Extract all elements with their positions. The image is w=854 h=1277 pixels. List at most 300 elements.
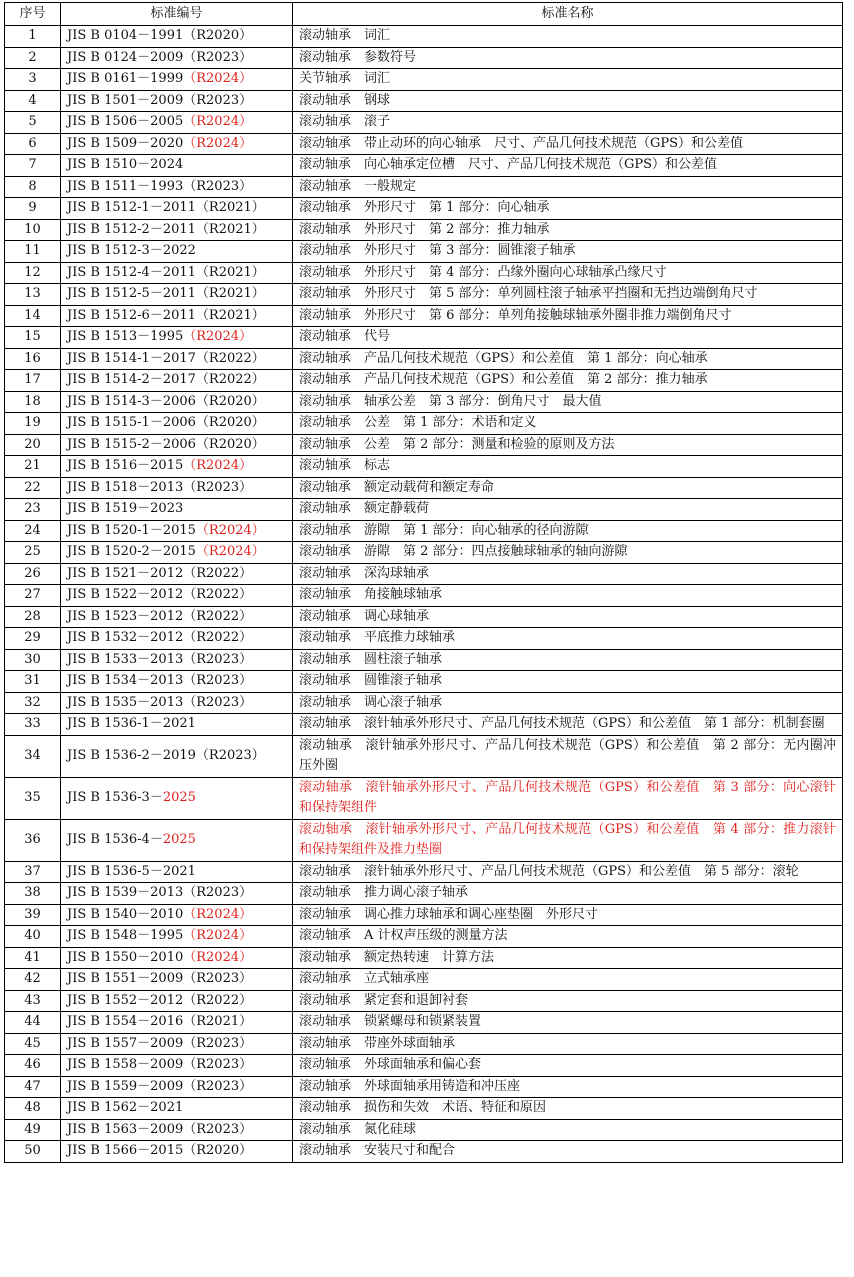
- standard-name-cell: 滚动轴承 带止动环的向心轴承 尺寸、产品几何技术规范（GPS）和公差值: [293, 133, 843, 155]
- revision-year: （R2024）: [183, 906, 253, 922]
- standard-name-cell: 滚动轴承 调心推力球轴承和调心座垫圈 外形尺寸: [293, 904, 843, 926]
- standard-code-cell: [61, 305, 293, 327]
- standard-code-cell: [61, 284, 293, 306]
- standard-name-cell: 滚动轴承 公差 第 2 部分：测量和检验的原则及方法: [293, 434, 843, 456]
- standard-code-cell: [61, 585, 293, 607]
- standard-name-cell: 滚动轴承 带座外球面轴承: [293, 1033, 843, 1055]
- serial-cell: 45: [5, 1033, 61, 1055]
- serial-cell: 49: [5, 1119, 61, 1141]
- table-row: [5, 477, 843, 499]
- standard-name-cell: 滚动轴承 立式轴承座: [293, 969, 843, 991]
- table-row: [5, 305, 843, 327]
- standard-code: JIS B 1515-1－2006: [67, 415, 196, 430]
- standard-name-cell: 滚动轴承 额定静载荷: [293, 499, 843, 521]
- table-row: [5, 1119, 843, 1141]
- revision-year: （R2023）: [183, 651, 253, 667]
- revision-year: （R2023）: [183, 479, 253, 495]
- table-row: [5, 671, 843, 693]
- table-row: [5, 777, 843, 819]
- table-row: [5, 391, 843, 413]
- standard-code: JIS B 1510－2024: [67, 157, 184, 172]
- standard-code-cell: [61, 90, 293, 112]
- standard-name-cell: 滚动轴承 产品几何技术规范（GPS）和公差值 第 2 部分：推力轴承: [293, 370, 843, 392]
- revision-year: （R2024）: [183, 71, 253, 86]
- standard-name-cell: 滚动轴承 调心球轴承: [293, 606, 843, 628]
- table-row: [5, 563, 843, 585]
- standard-code-cell: [61, 1055, 293, 1077]
- standard-name-cell: 滚动轴承 A 计权声压级的测量方法: [293, 926, 843, 948]
- standards-table: [4, 2, 843, 1163]
- standard-code: JIS B 1512-4－2011: [67, 264, 196, 280]
- revision-year: （R2022）: [183, 992, 253, 1008]
- standard-name-cell: 滚动轴承 滚针轴承外形尺寸、产品几何技术规范（GPS）和公差值 第 5 部分：滚轮: [293, 861, 843, 883]
- revision-year: （R2020）: [195, 436, 265, 452]
- table-row: [5, 262, 843, 284]
- revision-year: （R2024）: [195, 522, 265, 538]
- standard-code: JIS B 1536-5－2021: [67, 863, 196, 879]
- revision-year: （R2020）: [195, 415, 265, 430]
- standard-code-cell: [61, 990, 293, 1012]
- table-row: [5, 155, 843, 177]
- table-row: [5, 904, 843, 926]
- revision-year: （R2024）: [183, 135, 253, 151]
- standard-code: JIS B 1512-5－2011: [67, 286, 196, 301]
- standard-code-cell: [61, 714, 293, 736]
- table-row: [5, 926, 843, 948]
- serial-cell: 24: [5, 520, 61, 542]
- standard-code-cell: [61, 262, 293, 284]
- table-row: [5, 947, 843, 969]
- standard-code: JIS B 1520-2－2015: [67, 544, 196, 559]
- standard-code: JIS B 1562－2021: [67, 1100, 184, 1115]
- table-row: [5, 542, 843, 564]
- standard-code-cell: [61, 434, 293, 456]
- serial-cell: 35: [5, 777, 61, 819]
- standard-name-cell: 滚动轴承 滚子: [293, 112, 843, 134]
- revision-year: （R2023）: [183, 673, 253, 688]
- standard-name-cell: 滚动轴承 游隙 第 2 部分：四点接触球轴承的轴向游隙: [293, 542, 843, 564]
- table-row: [5, 628, 843, 650]
- revision-year: （R2022）: [195, 372, 265, 387]
- revision-year: （R2024）: [183, 458, 253, 473]
- standard-code: JIS B 1532－2012: [67, 630, 184, 645]
- serial-cell: 21: [5, 456, 61, 478]
- table-row: [5, 69, 843, 91]
- serial-cell: 20: [5, 434, 61, 456]
- table-row: [5, 434, 843, 456]
- standard-code: JIS B 1512-3－2022: [67, 243, 196, 258]
- table-row: [5, 969, 843, 991]
- standard-code-cell: [61, 926, 293, 948]
- standard-code-cell: [61, 456, 293, 478]
- serial-cell: 23: [5, 499, 61, 521]
- standard-code: JIS B 1514-3－2006: [67, 393, 196, 409]
- table-row: [5, 348, 843, 370]
- serial-cell: 7: [5, 155, 61, 177]
- serial-cell: 47: [5, 1076, 61, 1098]
- standard-code: JIS B 1518－2013: [67, 479, 184, 495]
- standard-code: JIS B 0161－1999: [67, 71, 184, 86]
- revision-year: （R2023）: [183, 49, 253, 65]
- serial-cell: 26: [5, 563, 61, 585]
- standard-code-cell: [61, 861, 293, 883]
- standard-code: JIS B 1536-4－: [67, 831, 163, 847]
- table-row: [5, 499, 843, 521]
- serial-cell: 41: [5, 947, 61, 969]
- serial-cell: 31: [5, 671, 61, 693]
- standard-name-cell: 滚动轴承 平底推力球轴承: [293, 628, 843, 650]
- table-row: [5, 819, 843, 861]
- standard-code-cell: [61, 671, 293, 693]
- standard-code-cell: [61, 1033, 293, 1055]
- standard-code-cell: [61, 969, 293, 991]
- serial-cell: 38: [5, 883, 61, 905]
- standard-code-cell: [61, 198, 293, 220]
- revision-year: （R2023）: [183, 1078, 253, 1094]
- standard-code: JIS B 1509－2020: [67, 135, 184, 151]
- serial-cell: 16: [5, 348, 61, 370]
- table-row: [5, 413, 843, 435]
- standard-name-cell: 滚动轴承 安装尺寸和配合: [293, 1141, 843, 1163]
- standard-code-cell: [61, 883, 293, 905]
- serial-cell: 6: [5, 133, 61, 155]
- revision-year: （R2021）: [195, 286, 265, 301]
- standard-code: JIS B 1558－2009: [67, 1057, 184, 1072]
- serial-cell: 25: [5, 542, 61, 564]
- standard-name-cell: 滚动轴承 滚针轴承外形尺寸、产品几何技术规范（GPS）和公差值 第 3 部分：向心滚针和保持架组件: [293, 777, 843, 819]
- standard-code-cell: [61, 542, 293, 564]
- standard-name-cell: 滚动轴承 紧定套和退卸衬套: [293, 990, 843, 1012]
- standard-code: JIS B 1523－2012: [67, 608, 184, 624]
- standard-name-cell: 滚动轴承 角接触球轴承: [293, 585, 843, 607]
- standard-code: JIS B 1535－2013: [67, 694, 184, 710]
- standard-name-cell: 滚动轴承 额定动载荷和额定寿命: [293, 477, 843, 499]
- standard-code-cell: [61, 1012, 293, 1034]
- standard-name-cell: 滚动轴承 参数符号: [293, 47, 843, 69]
- table-row: [5, 241, 843, 263]
- serial-cell: 11: [5, 241, 61, 263]
- table-row: [5, 176, 843, 198]
- table-row: [5, 370, 843, 392]
- standard-code: JIS B 1536-1－2021: [67, 716, 196, 731]
- standard-code: JIS B 1536-3－: [67, 789, 163, 805]
- standard-code-cell: [61, 649, 293, 671]
- revision-year: （R2024）: [183, 329, 253, 344]
- revision-year: （R2023）: [195, 747, 265, 763]
- standard-code-cell: [61, 133, 293, 155]
- standard-code: JIS B 1501－2009: [67, 92, 184, 108]
- standard-name-cell: 滚动轴承 外球面轴承用铸造和冲压座: [293, 1076, 843, 1098]
- header-serial: 序号: [5, 3, 61, 26]
- standard-name-cell: 滚动轴承 滚针轴承外形尺寸、产品几何技术规范（GPS）和公差值 第 2 部分：无内圈冲压外圈: [293, 735, 843, 777]
- serial-cell: 28: [5, 606, 61, 628]
- standard-code: JIS B 1551－2009: [67, 971, 184, 986]
- serial-cell: 30: [5, 649, 61, 671]
- standard-name-cell: 滚动轴承 外形尺寸 第 3 部分：圆锥滚子轴承: [293, 241, 843, 263]
- standard-name-cell: 滚动轴承 滚针轴承外形尺寸、产品几何技术规范（GPS）和公差值 第 1 部分：机制套圈: [293, 714, 843, 736]
- table-row: [5, 1076, 843, 1098]
- standard-name-cell: 滚动轴承 圆锥滚子轴承: [293, 671, 843, 693]
- table-row: [5, 735, 843, 777]
- standard-name-cell: 滚动轴承 钢球: [293, 90, 843, 112]
- serial-cell: 14: [5, 305, 61, 327]
- revision-year: （R2024）: [183, 114, 253, 129]
- table-row: [5, 1098, 843, 1120]
- standard-code-cell: [61, 777, 293, 819]
- revision-year: （R2024）: [183, 928, 253, 943]
- serial-cell: 1: [5, 26, 61, 48]
- standard-name-cell: 滚动轴承 外形尺寸 第 5 部分：单列圆柱滚子轴承平挡圈和无挡边端倒角尺寸: [293, 284, 843, 306]
- table-row: [5, 861, 843, 883]
- standard-name-cell: 滚动轴承 向心轴承定位槽 尺寸、产品几何技术规范（GPS）和公差值: [293, 155, 843, 177]
- serial-cell: 3: [5, 69, 61, 91]
- standard-code-cell: [61, 735, 293, 777]
- revision-year: （R2022）: [183, 608, 253, 624]
- standard-name-cell: 滚动轴承 外形尺寸 第 6 部分：单列角接触球轴承外圈非推力端倒角尺寸: [293, 305, 843, 327]
- standard-code-cell: [61, 563, 293, 585]
- table-row: [5, 585, 843, 607]
- standard-code: JIS B 1550－2010: [67, 949, 184, 965]
- standard-code: JIS B 1515-2－2006: [67, 436, 196, 452]
- serial-cell: 4: [5, 90, 61, 112]
- standard-code-cell: [61, 1098, 293, 1120]
- standard-code-cell: [61, 520, 293, 542]
- header-standard-name: 标准名称: [293, 3, 843, 26]
- serial-cell: 32: [5, 692, 61, 714]
- table-row: [5, 1055, 843, 1077]
- revision-year: （R2023）: [183, 1121, 253, 1137]
- standard-code-cell: [61, 477, 293, 499]
- serial-cell: 22: [5, 477, 61, 499]
- standard-code: JIS B 1539－2013: [67, 885, 184, 900]
- serial-cell: 17: [5, 370, 61, 392]
- table-body: [5, 26, 843, 1163]
- standard-code-cell: [61, 692, 293, 714]
- standard-code-cell: [61, 1119, 293, 1141]
- standard-code-cell: [61, 47, 293, 69]
- serial-cell: 40: [5, 926, 61, 948]
- serial-cell: 2: [5, 47, 61, 69]
- standard-name-cell: 滚动轴承 外形尺寸 第 1 部分：向心轴承: [293, 198, 843, 220]
- revision-year: （R2023）: [183, 885, 253, 900]
- serial-cell: 9: [5, 198, 61, 220]
- standard-name-cell: 滚动轴承 词汇: [293, 26, 843, 48]
- table-row: [5, 456, 843, 478]
- standard-name-cell: 滚动轴承 代号: [293, 327, 843, 349]
- serial-cell: 37: [5, 861, 61, 883]
- standard-code: JIS B 1516－2015: [67, 458, 184, 473]
- header-row: [5, 3, 843, 26]
- table-row: [5, 133, 843, 155]
- standard-code-cell: [61, 219, 293, 241]
- standard-code: JIS B 1512-1－2011: [67, 200, 196, 215]
- revision-year: 2025: [162, 831, 196, 847]
- table-row: [5, 1033, 843, 1055]
- table-row: [5, 606, 843, 628]
- standard-code: JIS B 0104－1991: [67, 28, 184, 43]
- standard-code: JIS B 1520-1－2015: [67, 522, 196, 538]
- standard-code: JIS B 0124－2009: [67, 49, 184, 65]
- table-row: [5, 692, 843, 714]
- table-row: [5, 47, 843, 69]
- serial-cell: 8: [5, 176, 61, 198]
- standard-name-cell: 关节轴承 词汇: [293, 69, 843, 91]
- standard-code: JIS B 1514-2－2017: [67, 372, 196, 387]
- standard-code-cell: [61, 26, 293, 48]
- revision-year: （R2023）: [183, 1035, 253, 1051]
- revision-year: （R2023）: [183, 971, 253, 986]
- revision-year: （R2021）: [195, 264, 265, 280]
- table-row: [5, 649, 843, 671]
- standard-code: JIS B 1522－2012: [67, 587, 184, 602]
- standard-name-cell: 滚动轴承 产品几何技术规范（GPS）和公差值 第 1 部分：向心轴承: [293, 348, 843, 370]
- serial-cell: 44: [5, 1012, 61, 1034]
- table-row: [5, 883, 843, 905]
- standard-code: JIS B 1511－1993: [67, 178, 184, 194]
- serial-cell: 5: [5, 112, 61, 134]
- table-row: [5, 327, 843, 349]
- standard-name-cell: 滚动轴承 锁紧螺母和锁紧装置: [293, 1012, 843, 1034]
- standard-code: JIS B 1536-2－2019: [67, 747, 196, 763]
- standard-code: JIS B 1540－2010: [67, 906, 184, 922]
- table-row: [5, 284, 843, 306]
- standard-name-cell: 滚动轴承 推力调心滚子轴承: [293, 883, 843, 905]
- revision-year: （R2023）: [183, 1057, 253, 1072]
- table-row: [5, 714, 843, 736]
- standard-code: JIS B 1554－2016: [67, 1014, 184, 1029]
- standard-name-cell: 滚动轴承 氮化硅球: [293, 1119, 843, 1141]
- serial-cell: 39: [5, 904, 61, 926]
- standard-code-cell: [61, 1076, 293, 1098]
- table-row: [5, 219, 843, 241]
- revision-year: （R2020）: [183, 28, 253, 43]
- standard-code: JIS B 1559－2009: [67, 1078, 184, 1094]
- standard-name-cell: 滚动轴承 额定热转速 计算方法: [293, 947, 843, 969]
- standard-code-cell: [61, 1141, 293, 1163]
- standard-name-cell: 滚动轴承 外形尺寸 第 2 部分：推力轴承: [293, 219, 843, 241]
- serial-cell: 12: [5, 262, 61, 284]
- revision-year: （R2020）: [183, 1143, 253, 1158]
- revision-year: （R2023）: [183, 694, 253, 710]
- standard-code-cell: [61, 69, 293, 91]
- revision-year: （R2020）: [195, 393, 265, 409]
- serial-cell: 18: [5, 391, 61, 413]
- table-row: [5, 1012, 843, 1034]
- revision-year: （R2021）: [183, 1014, 253, 1029]
- standard-name-cell: 滚动轴承 损伤和失效 术语、特征和原因: [293, 1098, 843, 1120]
- standard-code-cell: [61, 241, 293, 263]
- standard-name-cell: 滚动轴承 一般规定: [293, 176, 843, 198]
- revision-year: （R2021）: [195, 307, 265, 323]
- standard-name-cell: 滚动轴承 游隙 第 1 部分：向心轴承的径向游隙: [293, 520, 843, 542]
- standard-name-cell: 滚动轴承 圆柱滚子轴承: [293, 649, 843, 671]
- standard-code-cell: [61, 413, 293, 435]
- serial-cell: 46: [5, 1055, 61, 1077]
- standard-name-cell: 滚动轴承 公差 第 1 部分：术语和定义: [293, 413, 843, 435]
- standard-code-cell: [61, 348, 293, 370]
- revision-year: （R2022）: [195, 350, 265, 366]
- revision-year: （R2021）: [195, 200, 265, 215]
- standard-name-cell: 滚动轴承 调心滚子轴承: [293, 692, 843, 714]
- revision-year: （R2022）: [183, 630, 253, 645]
- serial-cell: 29: [5, 628, 61, 650]
- standard-name-cell: 滚动轴承 外形尺寸 第 4 部分：凸缘外圈向心球轴承凸缘尺寸: [293, 262, 843, 284]
- revision-year: （R2022）: [183, 587, 253, 602]
- standard-code-cell: [61, 112, 293, 134]
- revision-year: 2025: [162, 789, 196, 805]
- standard-code-cell: [61, 176, 293, 198]
- revision-year: （R2024）: [183, 949, 253, 965]
- standard-code: JIS B 1548－1995: [67, 928, 184, 943]
- standard-code-cell: [61, 499, 293, 521]
- standard-code-cell: [61, 947, 293, 969]
- standard-code: JIS B 1513－1995: [67, 329, 184, 344]
- standard-code: JIS B 1552－2012: [67, 992, 184, 1008]
- serial-cell: 33: [5, 714, 61, 736]
- standard-code-cell: [61, 370, 293, 392]
- table-row: [5, 90, 843, 112]
- standard-code: JIS B 1557－2009: [67, 1035, 184, 1051]
- header-standard-code: 标准编号: [61, 3, 293, 26]
- standard-code-cell: [61, 628, 293, 650]
- standard-name-cell: 滚动轴承 深沟球轴承: [293, 563, 843, 585]
- table-row: [5, 990, 843, 1012]
- serial-cell: 10: [5, 219, 61, 241]
- standard-code-cell: [61, 606, 293, 628]
- revision-year: （R2023）: [183, 178, 253, 194]
- standard-code: JIS B 1512-6－2011: [67, 307, 196, 323]
- serial-cell: 34: [5, 735, 61, 777]
- standard-code: JIS B 1533－2013: [67, 651, 184, 667]
- serial-cell: 43: [5, 990, 61, 1012]
- standard-code: JIS B 1534－2013: [67, 673, 184, 688]
- serial-cell: 13: [5, 284, 61, 306]
- standard-code-cell: [61, 327, 293, 349]
- serial-cell: 36: [5, 819, 61, 861]
- standard-name-cell: 滚动轴承 滚针轴承外形尺寸、产品几何技术规范（GPS）和公差值 第 4 部分：推力滚针和保持架组件及推力垫圈: [293, 819, 843, 861]
- standard-code: JIS B 1519－2023: [67, 501, 184, 516]
- standard-code-cell: [61, 155, 293, 177]
- standard-code: JIS B 1506－2005: [67, 114, 184, 129]
- table-row: [5, 1141, 843, 1163]
- revision-year: （R2022）: [183, 565, 253, 581]
- standard-code-cell: [61, 391, 293, 413]
- standard-name-cell: 滚动轴承 轴承公差 第 3 部分：倒角尺寸 最大值: [293, 391, 843, 413]
- serial-cell: 48: [5, 1098, 61, 1120]
- revision-year: （R2024）: [195, 544, 265, 559]
- standard-code: JIS B 1563－2009: [67, 1121, 184, 1137]
- standard-name-cell: 滚动轴承 标志: [293, 456, 843, 478]
- standard-code: JIS B 1514-1－2017: [67, 350, 196, 366]
- revision-year: （R2023）: [183, 92, 253, 108]
- standard-code: JIS B 1512-2－2011: [67, 221, 196, 237]
- standard-code-cell: [61, 819, 293, 861]
- serial-cell: 19: [5, 413, 61, 435]
- table-row: [5, 198, 843, 220]
- serial-cell: 27: [5, 585, 61, 607]
- serial-cell: 15: [5, 327, 61, 349]
- table-row: [5, 26, 843, 48]
- revision-year: （R2021）: [195, 221, 265, 237]
- table-row: [5, 520, 843, 542]
- standard-name-cell: 滚动轴承 外球面轴承和偏心套: [293, 1055, 843, 1077]
- standard-code-cell: [61, 904, 293, 926]
- table-row: [5, 112, 843, 134]
- standard-code: JIS B 1521－2012: [67, 565, 184, 581]
- serial-cell: 50: [5, 1141, 61, 1163]
- standard-code: JIS B 1566－2015: [67, 1143, 184, 1158]
- serial-cell: 42: [5, 969, 61, 991]
